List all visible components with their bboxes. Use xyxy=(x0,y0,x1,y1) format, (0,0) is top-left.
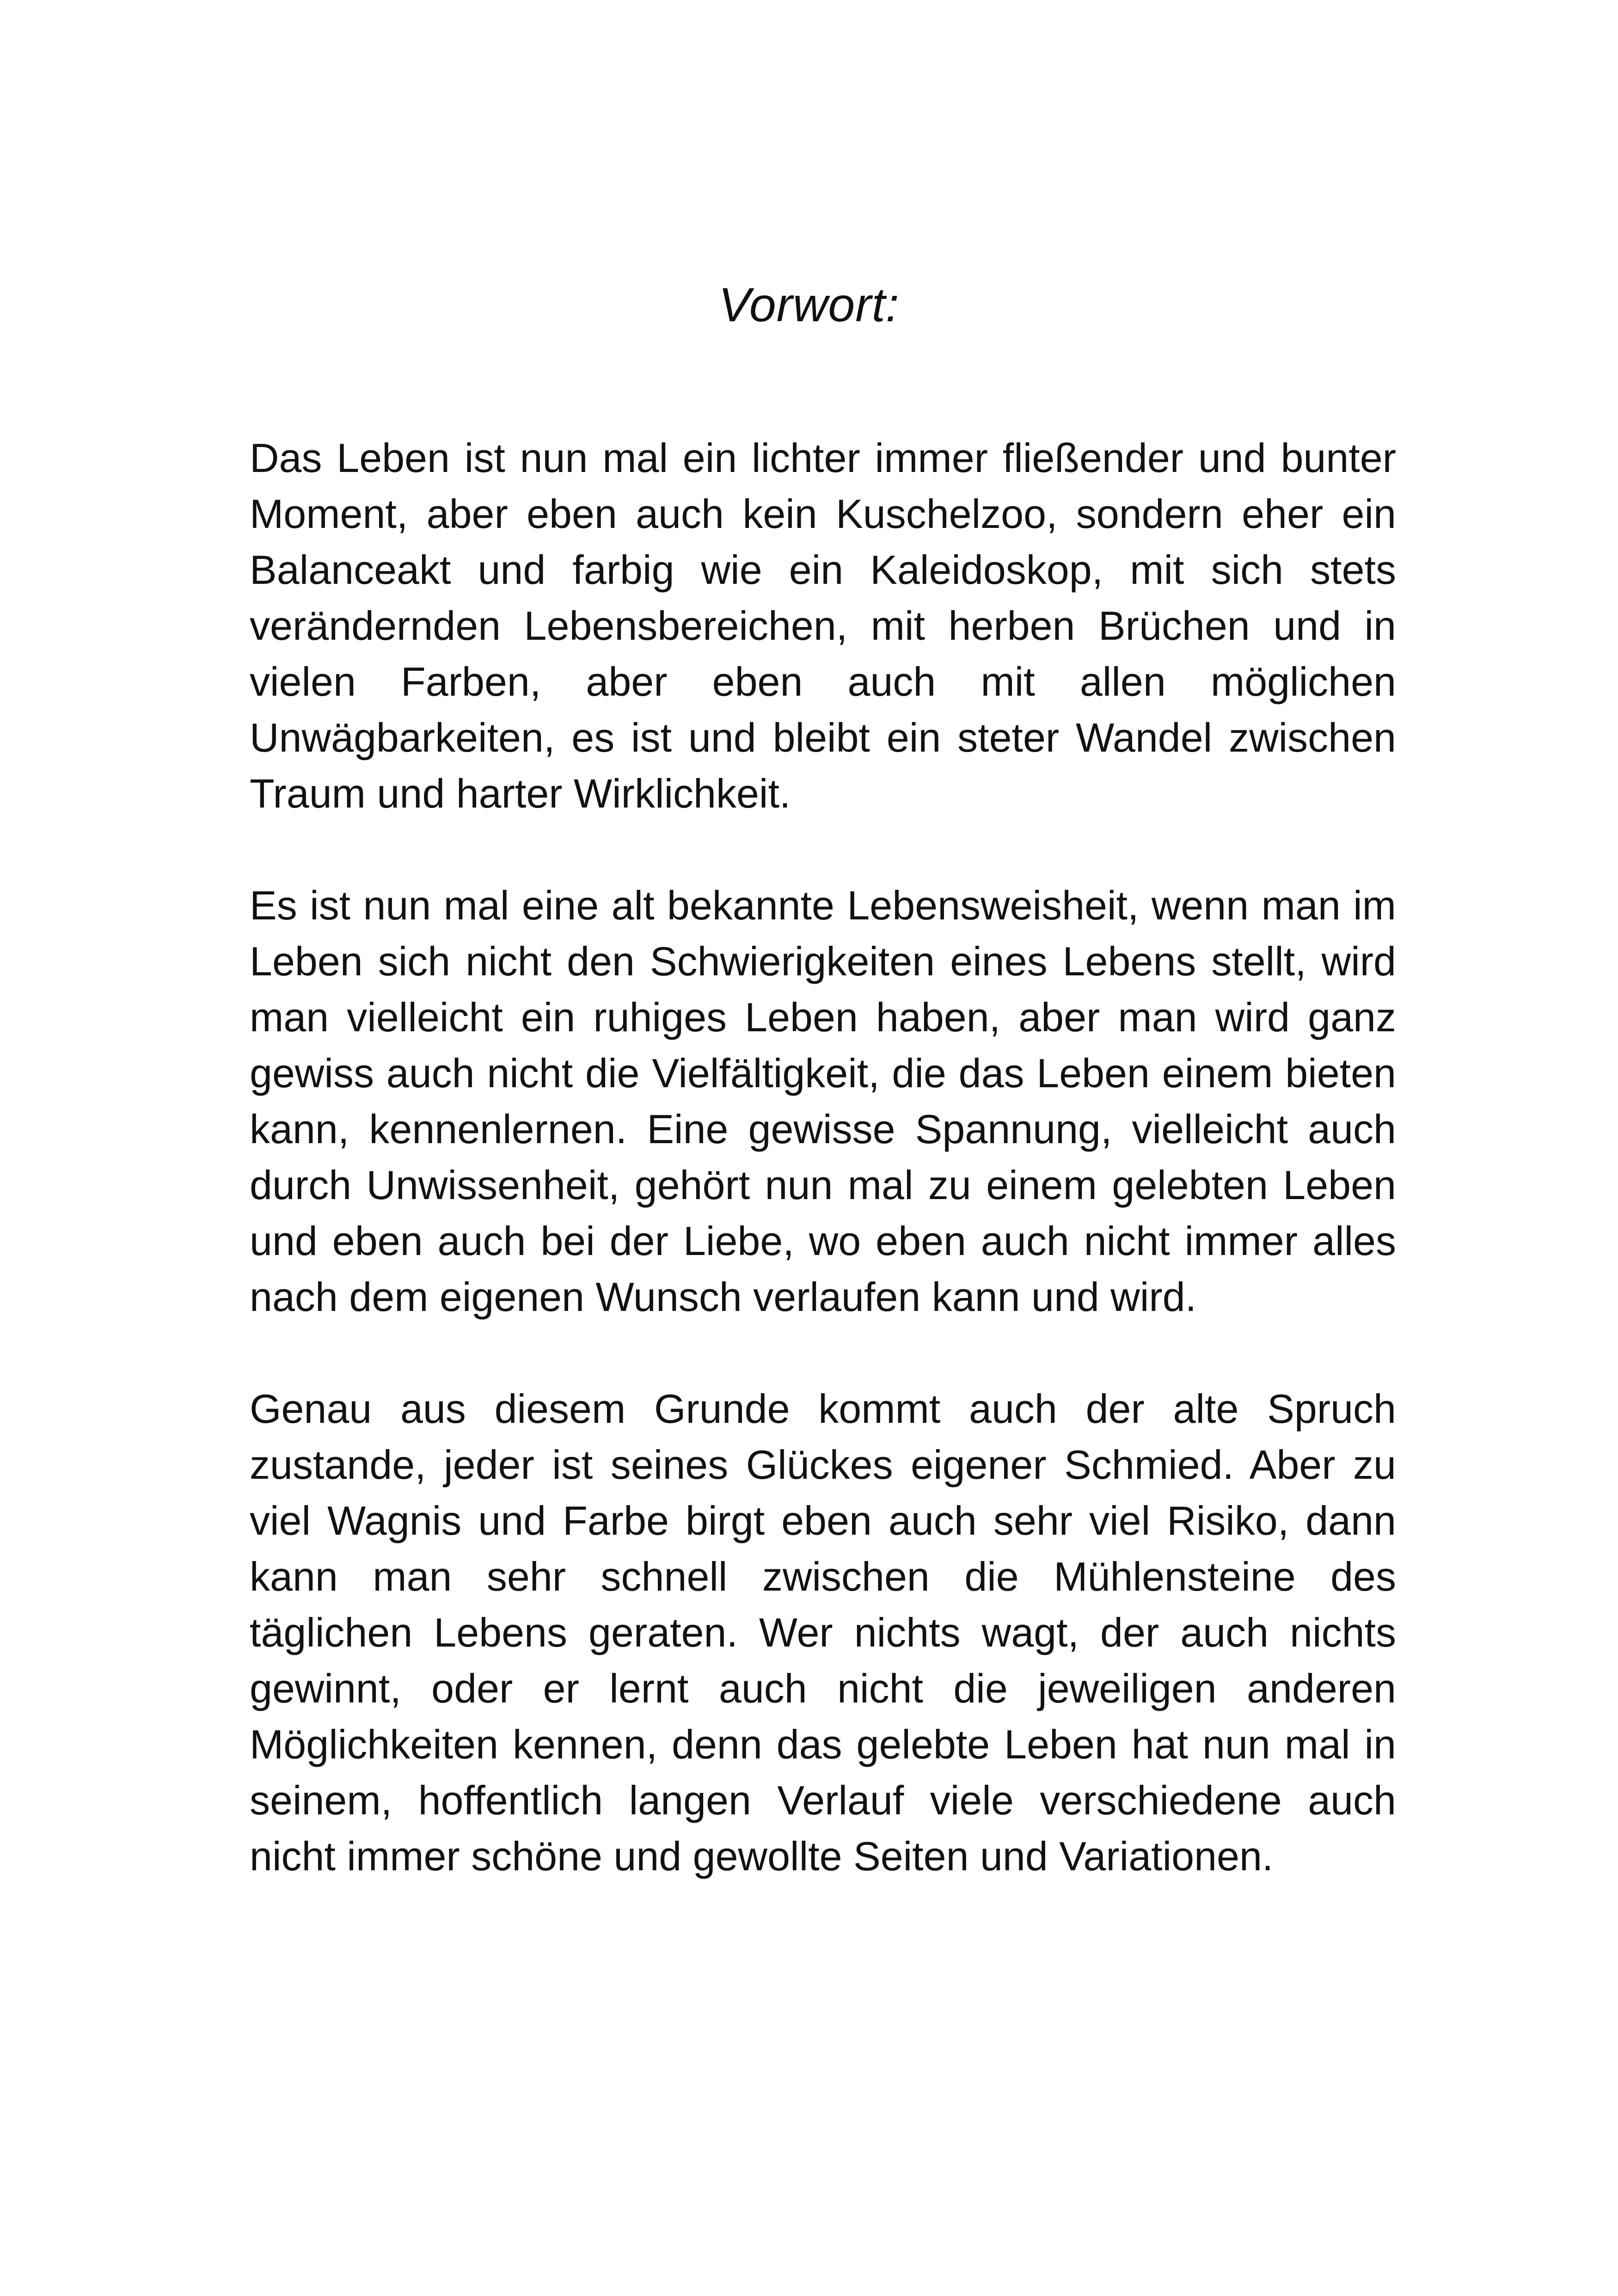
body-text xyxy=(250,430,1396,1884)
paragraph-3: Genau aus diesem Grunde kommt auch der alte Spruch zustande, jeder ist seines Glückes eigener Schmied. Aber zu viel Wagnis und Farbe birgt eben auch sehr viel Risiko, dann kann man sehr schnell zwischen die Mühlensteine des täglichen Lebens geraten. Wer nichts wagt, der auch nichts gewinnt, oder er lernt auch nicht die jeweiligen anderen Möglichkeiten kennen, denn das gelebte Leben hat nun mal in seinem, hoffentlich langen Verlauf viele verschiedene auch nicht immer schöne und gewollte Seiten und Variationen. xyxy=(250,1386,1396,1879)
paragraph-1: Das Leben ist nun mal ein lichter immer fließender und bunter Moment, aber eben auch kein Kuschelzoo, sondern eher ein Balanceakt und farbig wie ein Kaleidoskop, mit sich stets verändernden Lebensbereichen, mit herben Brüchen und in vielen Farben, aber eben auch mit allen möglichen Unwägbarkeiten, es ist und bleibt ein steter Wandel zwischen Traum und harter Wirklichkeit. xyxy=(250,435,1396,816)
page-title: Vorwort: xyxy=(718,278,900,332)
paragraph-2: Es ist nun mal eine alt bekannte Lebensweisheit, wenn man im Leben sich nicht den Schwierigkeiten eines Lebens stellt, wird man vielleicht ein ruhiges Leben haben, aber man wird ganz gewiss auch nicht die Vielfältigkeit, die das Leben einem bieten kann, kennenlernen. Eine gewisse Spannung, vielleicht auch durch Unwissenheit, gehört nun mal zu einem gelebten Leben und eben auch bei der Liebe, wo eben auch nicht immer alles nach dem eigenen Wunsch verlaufen kann und wird. xyxy=(250,882,1396,1320)
